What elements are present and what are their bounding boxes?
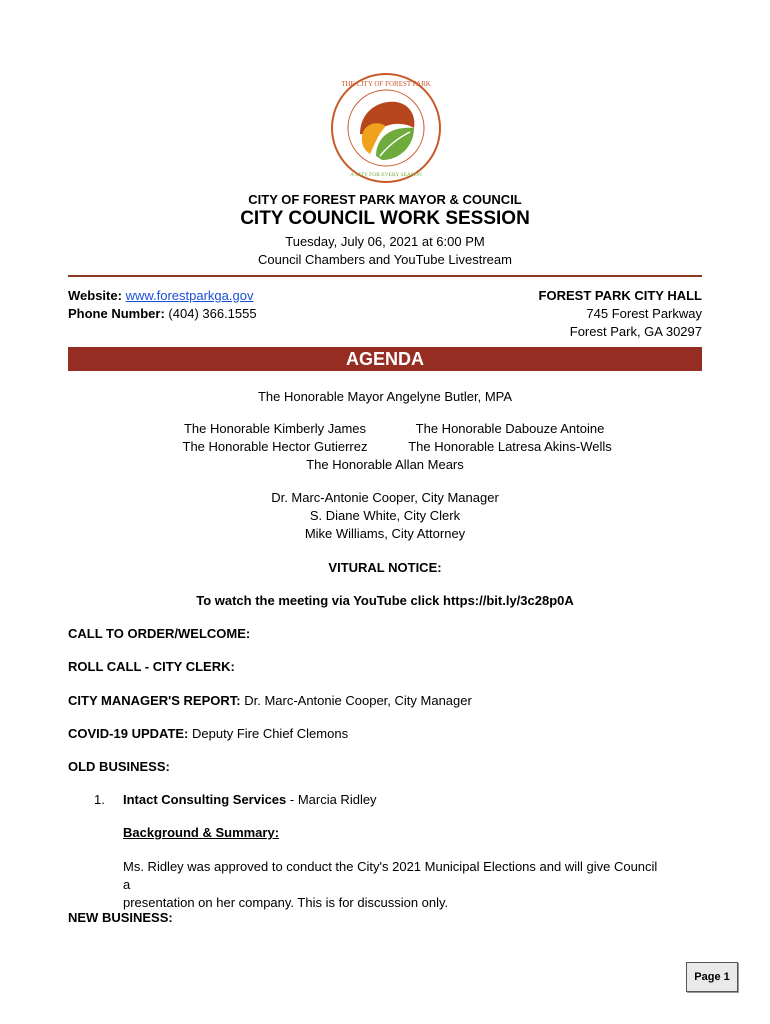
city-manager-report-value: Dr. Marc-Antonie Cooper, City Manager (244, 693, 472, 708)
section-covid-update (68, 726, 348, 741)
covid-update-value: Deputy Fire Chief Clemons (192, 726, 349, 741)
header-divider (68, 275, 702, 277)
city-seal-logo (330, 72, 442, 184)
section-new-business: NEW BUSINESS: (68, 910, 173, 925)
city-manager-report-label: CITY MANAGER'S REPORT: (68, 693, 241, 708)
background-summary-line-1: Ms. Ridley was approved to conduct the City's 2021 Municipal Elections and will give Council a (123, 859, 658, 892)
notice-text: To watch the meeting via YouTube click https://bit.ly/3c28p0A (196, 593, 574, 608)
phone-line (68, 305, 257, 323)
staff-city-manager: Dr. Marc-Antonie Cooper, City Manager (271, 490, 499, 505)
city-hall-address-2: Forest Park, GA 30297 (569, 324, 702, 339)
agenda-banner: AGENDA (68, 347, 702, 371)
council-right-1: The Honorable Dabouze Antoine (415, 421, 605, 436)
section-city-manager-report (68, 693, 472, 708)
website-link[interactable]: www.forestparkga.gov (125, 288, 254, 303)
seal-bottom-text: A CITY FOR EVERY SEASON (350, 172, 422, 178)
city-hall-block (539, 287, 702, 341)
notice-title: VITURAL NOTICE: (328, 560, 442, 575)
contact-block (68, 287, 257, 323)
council-center: The Honorable Allan Mears (306, 457, 464, 472)
phone-number: (404) 366.1555 (168, 306, 257, 321)
old-item (123, 792, 377, 807)
website-line (68, 287, 257, 305)
page-number-badge: Page 1 (686, 962, 738, 992)
mayor-line: The Honorable Mayor Angelyne Butler, MPA (257, 389, 513, 404)
staff-city-attorney: Mike Williams, City Attorney (304, 526, 466, 541)
city-hall-name: FOREST PARK CITY HALL (538, 288, 702, 303)
city-hall-address-1: 745 Forest Parkway (586, 306, 702, 321)
background-summary-text (123, 858, 663, 912)
old-item-presenter: - Marcia Ridley (286, 792, 377, 807)
website-label: Website: (68, 288, 122, 303)
background-summary-heading: Background & Summary: (123, 825, 280, 840)
seal-top-text: THE CITY OF FOREST PARK (341, 80, 431, 88)
old-item-title: Intact Consulting Services (123, 792, 287, 807)
covid-update-label: COVID-19 UPDATE: (68, 726, 189, 741)
meeting-venue: Council Chambers and YouTube Livestream (258, 252, 512, 267)
council-right-2: The Honorable Latresa Akins-Wells (408, 439, 612, 454)
section-call-to-order: CALL TO ORDER/WELCOME: (68, 626, 251, 641)
section-roll-call: ROLL CALL - CITY CLERK: (68, 659, 235, 674)
meeting-date: Tuesday, July 06, 2021 at 6:00 PM (285, 234, 485, 249)
org-heading: CITY OF FOREST PARK MAYOR & COUNCIL (248, 192, 522, 207)
page-title: CITY COUNCIL WORK SESSION (240, 208, 530, 229)
staff-city-clerk: S. Diane White, City Clerk (309, 508, 461, 523)
council-left-1: The Honorable Kimberly James (183, 421, 367, 436)
section-old-business: OLD BUSINESS: (68, 759, 170, 774)
council-left-2: The Honorable Hector Gutierrez (182, 439, 368, 454)
background-summary-line-2: presentation on her company. This is for discussion only. (123, 895, 449, 910)
old-item-number: 1. (94, 792, 105, 807)
phone-label: Phone Number: (68, 306, 165, 321)
